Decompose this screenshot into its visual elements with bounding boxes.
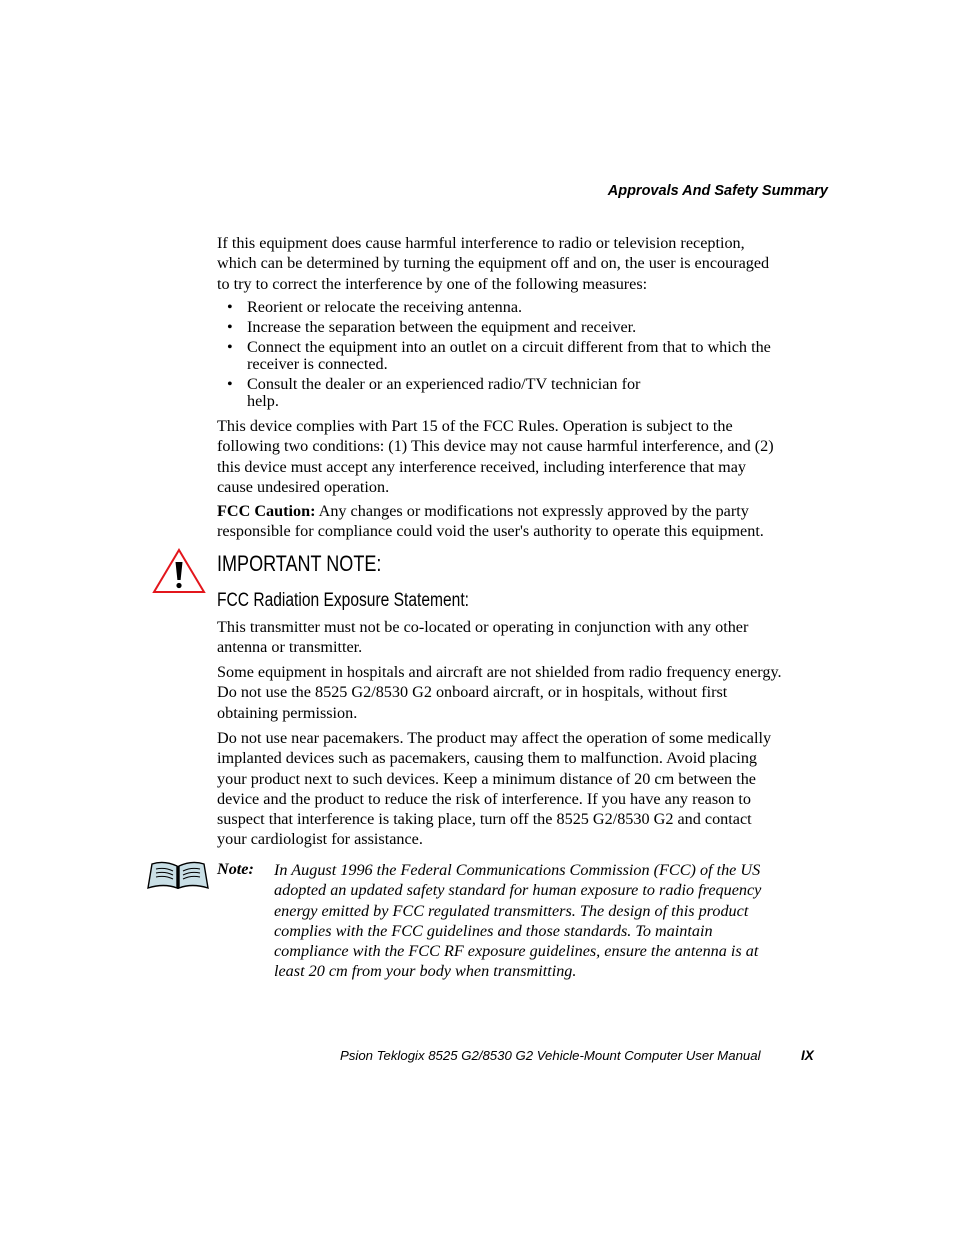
- pacemaker-paragraph: [217, 728, 783, 850]
- page-number: IX: [801, 1048, 814, 1063]
- intro-text: If this equipment does cause harmful interference to radio or television reception, which can be determined by turning the equipment off and on, the user is encouraged to try to correct the interference by one of the following measures:: [217, 234, 770, 293]
- running-header-title: Approvals And Safety Summary: [607, 183, 828, 199]
- transmitter-text: This transmitter must not be co-located or operating in conjunction with any other antenna or transmitter.: [217, 618, 749, 657]
- caution-paragraph: [217, 501, 783, 542]
- caution-text: Any changes or modifications not expressly approved by the party responsible for compliance could void the user's authority to operate this equipment.: [217, 502, 764, 541]
- measures-list: [217, 299, 783, 413]
- hospital-paragraph: [217, 662, 783, 723]
- caution-label: FCC Caution:: [217, 502, 316, 520]
- list-item: • Consult the dealer or an experienced radio/TV technician for help.: [217, 376, 667, 410]
- note-text: In August 1996 the Federal Communications Commission (FCC) of the US adopted an updated safety standard for human exposure to radio frequency energy emitted by FCC regulated transmitters. The design of this product complies with the FCC guidelines and those standards. To maintain compliance with the FCC RF exposure guidelines, ensure the antenna is at least 20 cm from your body when transmitting.: [274, 861, 762, 981]
- list-item: • Increase the separation between the equipment and receiver.: [217, 319, 783, 336]
- transmitter-paragraph: [217, 617, 783, 658]
- open-book-icon: [146, 858, 210, 890]
- list-item: • Reorient or relocate the receiving antenna.: [217, 299, 783, 316]
- radiation-statement-heading: FCC Radiation Exposure Statement:: [217, 590, 469, 611]
- intro-paragraph: [217, 233, 783, 294]
- warning-triangle-icon: [152, 548, 206, 594]
- compliance-paragraph: [217, 416, 783, 497]
- compliance-text: This device complies with Part 15 of the FCC Rules. Operation is subject to the following two conditions: (1) This device may not cause harmful interference, and (2) this device must accept any interference received, including interference that may cause undesired operation.: [217, 417, 774, 496]
- list-item: • Connect the equipment into an outlet on a circuit different from that to which the receiver is connected.: [217, 339, 783, 373]
- note-label: Note:: [217, 860, 254, 878]
- footer-manual-title: Psion Teklogix 8525 G2/8530 G2 Vehicle-Mount Computer User Manual: [340, 1048, 761, 1063]
- important-note-heading: IMPORTANT NOTE:: [217, 551, 382, 576]
- hospital-text: Some equipment in hospitals and aircraft are not shielded from radio frequency energy. Do not use the 8525 G2/8530 G2 onboard aircraft, or in hospitals, without first obtaining permission.: [217, 663, 782, 722]
- pacemaker-text: Do not use near pacemakers. The product may affect the operation of some medically implanted devices such as pacemakers, causing them to malfunction. Avoid placing your product next to such devices. Keep a minimum distance of 20 cm between the device and the product to reduce the risk of interference. If you have any reason to suspect that interference is taking place, turn off the 8525 G2/8530 G2 and contact your cardiologist for assistance.: [217, 729, 772, 849]
